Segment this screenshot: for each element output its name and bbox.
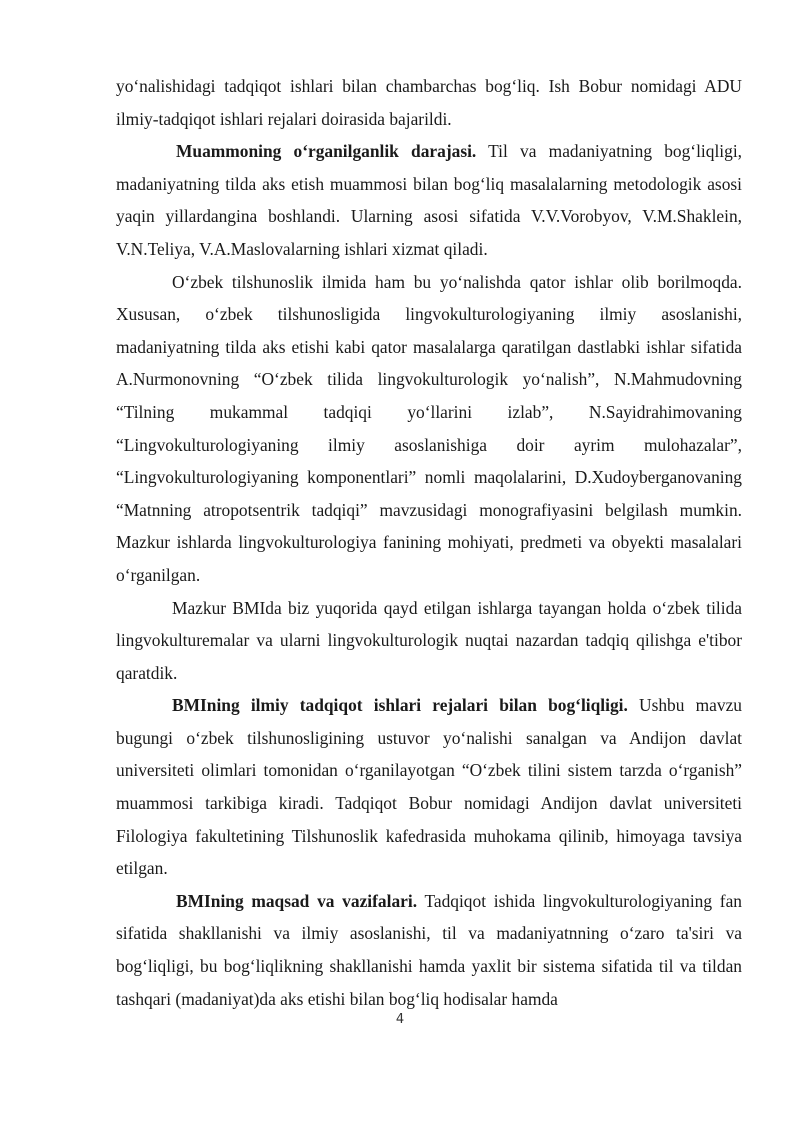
section-heading: Muammoning o‘rganilganlik darajasi. bbox=[176, 141, 477, 162]
paragraph-text: Til va madaniyatning bog‘liqligi, madaniyatning tilda aks etish muammosi bilan bog‘liq masalalarning metodologik asosi yaqin yillardangina boshlandi. Ularning asosi sifatida V.V.Vorobyov, V.M.Shaklein, V.N.Teliya, V.A.Maslovalarning ishlari xizmat qiladi. bbox=[116, 141, 742, 259]
paragraph-text: Mazkur BMIda biz yuqorida qayd etilgan ishlarga tayangan holda o‘zbek tilida lingvokulturemalar va ularni lingvokulturologik nuqtai nazardan tadqiq qilishga e'tibor qaratdik. bbox=[116, 597, 742, 683]
paragraph-research-plans bbox=[116, 689, 742, 885]
paragraph-research-status bbox=[116, 135, 742, 265]
paragraph-text: Ushbu mavzu bugungi o‘zbek tilshunosligining ustuvor yo‘nalishi sanalgan va Andijon davlat universiteti olimlari tomonidan o‘rganilayotgan “O‘zbek tilini sistem tarzda o‘rganish” muammosi tarkibiga kiradi. Tadqiqot Bobur nomidagi Andijon davlat universiteti Filologiya fakultetining Tilshunoslik kafedrasida muhokama qilinib, himoyaga tavsiya etilgan. bbox=[116, 695, 742, 879]
paragraph-bmi-focus bbox=[116, 592, 742, 690]
section-heading: BMIning maqsad va vazifalari. bbox=[176, 890, 418, 911]
paragraph-uzbek-linguistics bbox=[116, 266, 742, 592]
paragraph-intro-continued bbox=[116, 70, 742, 135]
page-number: 4 bbox=[395, 1012, 405, 1027]
paragraph-text: O‘zbek tilshunoslik ilmida ham bu yo‘nalishda qator ishlar olib borilmoqda. Xususan, o‘zbek tilshunosligida lingvokulturologiyaning ilmiy asoslanishi, madaniyatning tilda aks etishi kabi qator masalalarga qaratilgan dastlabki ishlar sifatida A.Nurmonovning “O‘zbek tilida lingvokulturologik yo‘nalish”, N.Mahmudovning “Tilning mukammal tadqiqi yo‘llarini izlab”, N.Sayidrahimovaning “Lingvokulturologiyaning ilmiy asoslanishiga doir ayrim mulohazalar”, “Lingvokulturologiyaning komponentlari” nomli maqolalarini, D.Xudoyberganovaning “Matnning atropotsentrik tadqiqi” mavzusidagi monografiyasini belgilash mumkin. Mazkur ishlarda lingvokulturologiya fanining mohiyati, predmeti va obyekti masalalari o‘rganilgan. bbox=[116, 271, 742, 585]
document-page bbox=[116, 70, 742, 1015]
paragraph-text: Tadqiqot ishida lingvokulturologiyaning fan sifatida shakllanishi va ilmiy asoslanishi, til va madaniyatnning o‘zaro ta'siri va bog‘liqligi, bu bog‘liqlikning shakllanishi hamda yaxlit bir sistema sifatida til va tildan tashqari (madaniyat)da aks etishi bilan bog‘liq hodisalar hamda bbox=[116, 890, 742, 1009]
paragraph-goals-tasks bbox=[116, 885, 742, 1015]
section-heading: BMIning ilmiy tadqiqot ishlari rejalari bilan bog‘liqligi. bbox=[172, 695, 628, 716]
paragraph-text: yo‘nalishidagi tadqiqot ishlari bilan chambarchas bog‘liq. Ish Bobur nomidagi ADU ilmiy-tadqiqot ishlari rejalari doirasida bajarildi. bbox=[116, 76, 742, 129]
